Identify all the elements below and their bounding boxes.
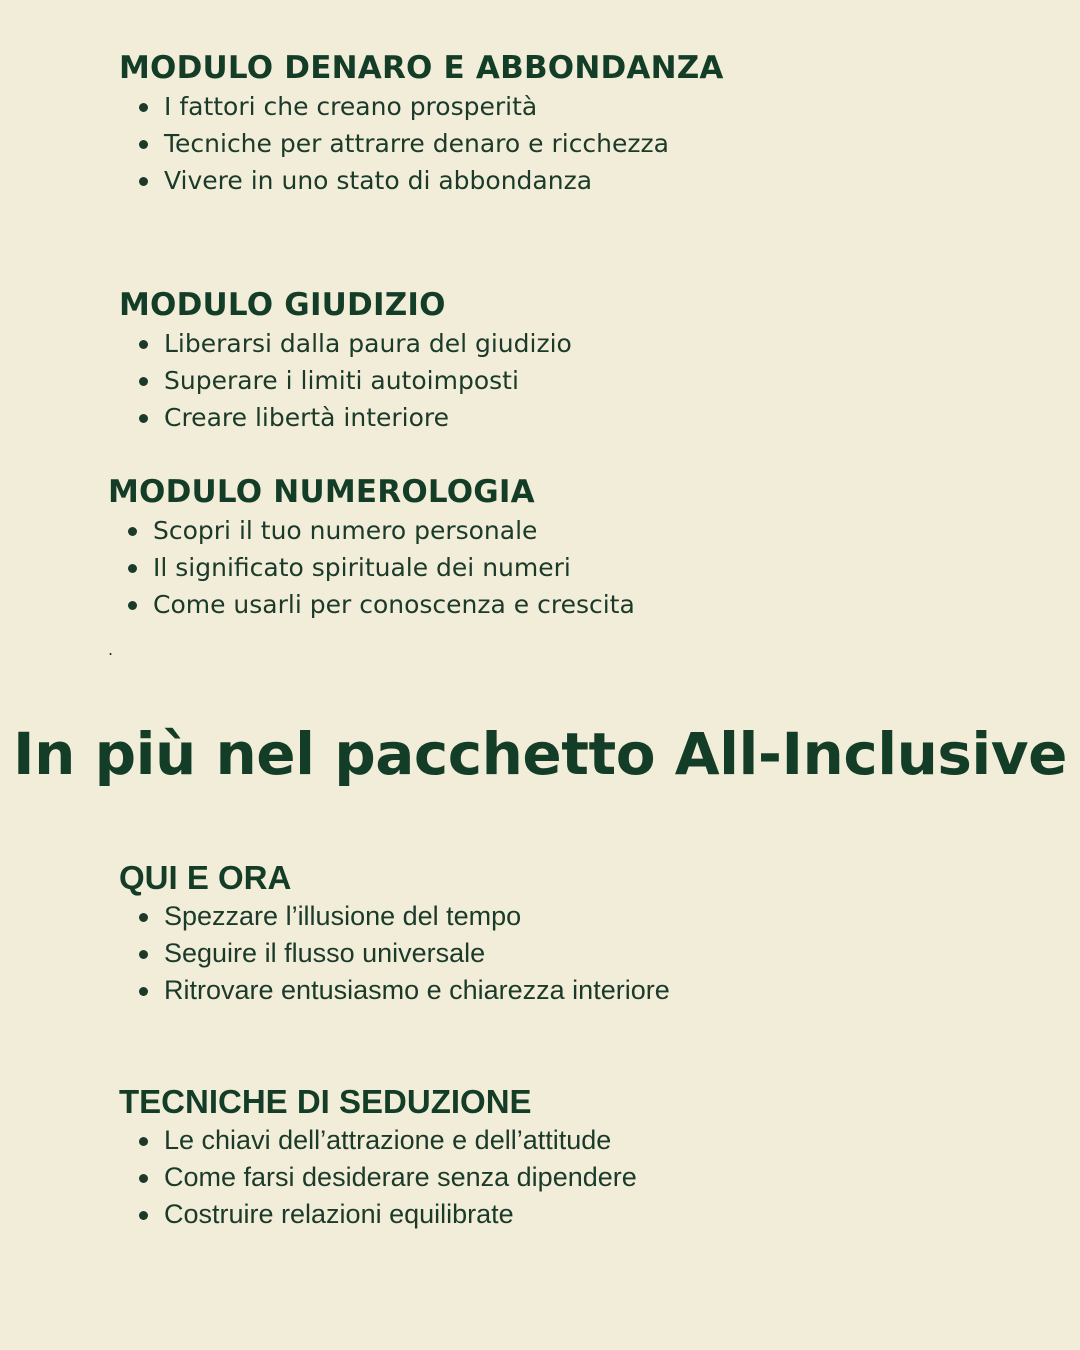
list-item: Costruire relazioni equilibrate <box>119 1196 637 1233</box>
list-item: Vivere in uno stato di abbondanza <box>119 162 724 199</box>
bonus-qui-e-ora <box>119 858 670 1009</box>
module-title: MODULO NUMEROLOGIA <box>108 474 535 510</box>
list-item: Spezzare l’illusione del tempo <box>119 898 670 935</box>
bonus-list <box>119 1122 637 1233</box>
list-item: Scopri il tuo numero personale <box>108 512 635 549</box>
bullet-icon <box>139 987 148 996</box>
list-item: Il significato spirituale dei numeri <box>108 549 635 586</box>
list-item: Superare i limiti autoimposti <box>119 362 572 399</box>
bullet-icon <box>139 1137 148 1146</box>
list-item: Le chiavi dell’attrazione e dell’attitude <box>119 1122 637 1159</box>
list-item: Tecniche per attrarre denaro e ricchezza <box>119 125 724 162</box>
list-item: Liberarsi dalla paura del giudizio <box>119 325 572 362</box>
bullet-icon <box>139 1211 148 1220</box>
bullet-icon <box>139 414 148 423</box>
list-item: Come usarli per conoscenza e crescita <box>108 586 635 623</box>
bullet-icon <box>139 950 148 959</box>
list-item: Ritrovare entusiasmo e chiarezza interiore <box>119 972 670 1009</box>
list-item: Creare libertà interiore <box>119 399 572 436</box>
bonus-section-title: TECNICHE DI SEDUZIONE <box>119 1083 532 1120</box>
bonus-title: In più nel pacchetto All-Inclusive <box>13 720 1067 788</box>
module-list <box>108 512 635 623</box>
list-item: Seguire il flusso universale <box>119 935 670 972</box>
bonus-list <box>119 898 670 1009</box>
bullet-icon <box>139 340 148 349</box>
list-item: Come farsi desiderare senza dipendere <box>119 1159 637 1196</box>
module-list <box>119 88 724 199</box>
module-denaro <box>119 48 724 199</box>
bullet-icon <box>139 1174 148 1183</box>
module-title: MODULO GIUDIZIO <box>119 287 446 323</box>
module-giudizio <box>119 285 572 436</box>
bullet-icon <box>139 377 148 386</box>
module-numerologia <box>108 472 635 623</box>
bullet-icon <box>139 103 148 112</box>
module-list <box>119 325 572 436</box>
bullet-icon <box>139 140 148 149</box>
bullet-icon <box>128 564 137 573</box>
list-item: I fattori che creano prosperità <box>119 88 724 125</box>
bullet-icon <box>139 913 148 922</box>
module-title: MODULO DENARO E ABBONDANZA <box>119 50 724 86</box>
bullet-icon <box>128 601 137 610</box>
bonus-section-title: QUI E ORA <box>119 859 292 896</box>
separator-dot: . <box>108 640 114 659</box>
bonus-tecniche-seduzione <box>119 1082 637 1233</box>
bullet-icon <box>139 177 148 186</box>
bullet-icon <box>128 527 137 536</box>
